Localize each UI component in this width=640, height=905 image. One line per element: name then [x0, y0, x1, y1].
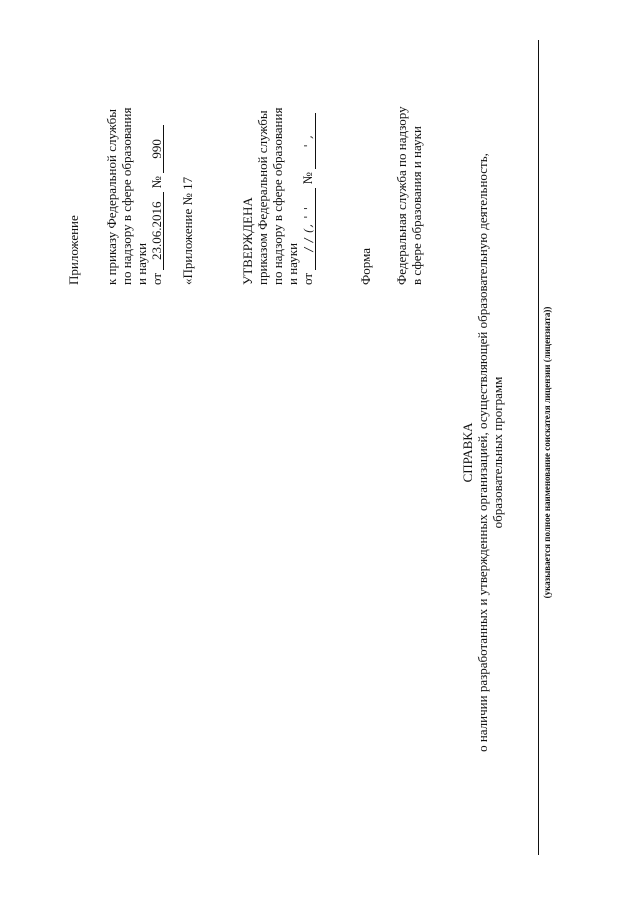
appendix-number-label: №	[149, 176, 164, 189]
certificate-title: СПРАВКА	[460, 422, 475, 483]
certificate-subtitle-line-2: образовательных программ	[490, 376, 505, 529]
applicant-name-line	[538, 40, 539, 855]
certificate-subtitle-line-1: о наличии разработанных и утвержденных организацией, осуществляющей образовательную деятельность,	[475, 153, 490, 752]
form-authority-block	[394, 106, 424, 285]
form-authority-line-2: в сфере образования и науки	[409, 126, 424, 285]
approved-line-3: и науки	[285, 242, 300, 285]
certificate-heading	[460, 0, 505, 905]
appendix-date-row	[149, 108, 164, 285]
appendix-line-3: и науки	[134, 242, 149, 285]
appendix-title-block	[66, 215, 81, 285]
approved-from-label: от	[300, 272, 315, 285]
approved-line-1: приказом Федеральной службы	[255, 110, 270, 285]
appendix-number: 990	[150, 125, 164, 173]
approved-handwritten-date: / / (, ' '	[302, 188, 316, 270]
form-label-block	[358, 248, 373, 285]
form-authority-line-1: Федеральная служба по надзору	[394, 106, 409, 285]
approved-handwritten-number: ' ,	[302, 113, 316, 169]
applicant-caption: (указывается полное наименование соискателя лицензии (лицензиата))	[542, 306, 552, 599]
appendix-line-1: к приказу Федеральной службы	[104, 109, 119, 285]
appendix-ref-block	[180, 177, 195, 285]
approved-block	[240, 108, 316, 285]
appendix-line-2: по надзору в сфере образования	[119, 107, 134, 285]
approved-title: УТВЕРЖДЕНА	[240, 197, 255, 285]
appendix-order-block	[104, 108, 164, 285]
form-label: Форма	[358, 248, 373, 285]
approved-number-label: №	[300, 172, 315, 185]
approved-line-2: по надзору в сфере образования	[270, 107, 285, 285]
appendix-title: Приложение	[66, 215, 81, 285]
approved-date-row	[300, 108, 316, 285]
appendix-date: 23.06.2016	[150, 192, 164, 270]
appendix-from-label: от	[149, 272, 164, 285]
appendix-ref: «Приложение № 17	[180, 176, 195, 285]
